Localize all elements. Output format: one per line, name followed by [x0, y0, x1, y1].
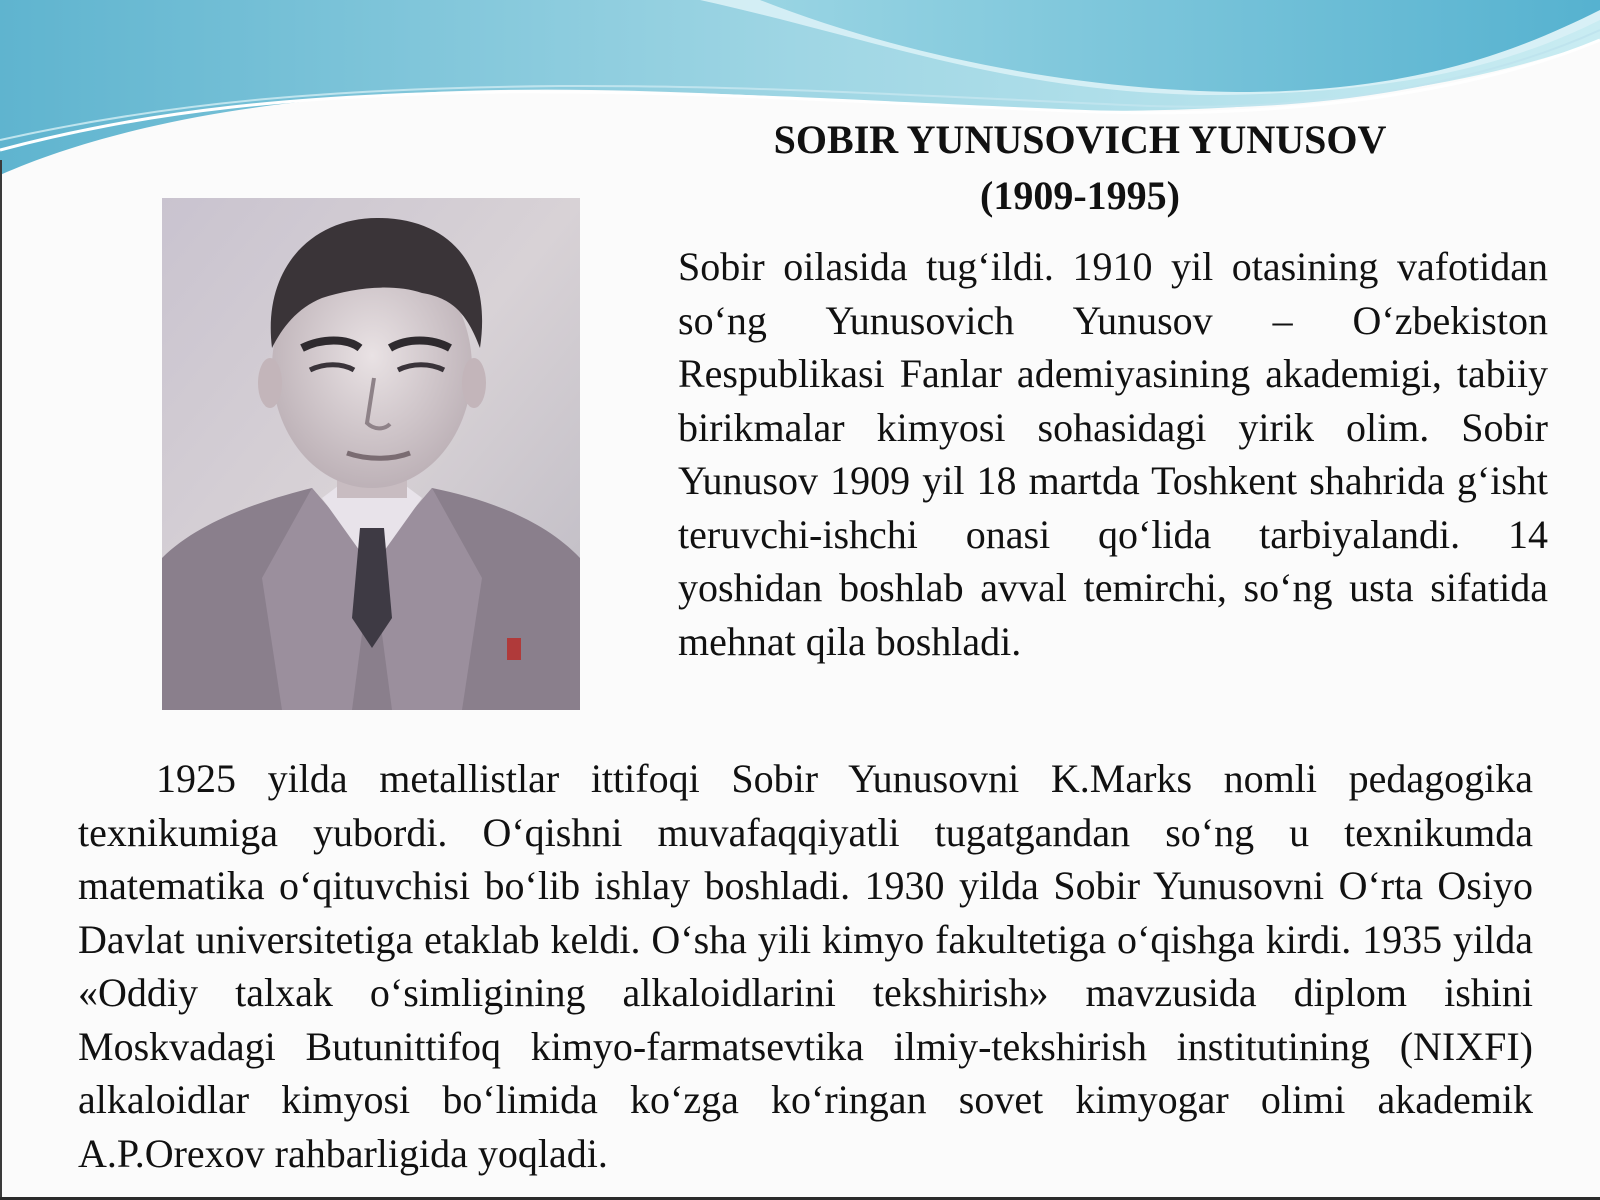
page-title: SOBIR YUNUSOVICH YUNUSOV [773, 117, 1387, 162]
biography-paragraph: 1925 yilda metallistlar ittifoqi Sobir Yunusovni K.Marks nomli pedagogika texnikumiga yubordi. O‘qishni muvafaqqiyatli tugatgandan so‘ng u texnikumda matematika o‘qituvchisi bo‘lib ishlay boshladi. 1930 yilda Sobir Yunusovni O‘rta Osiyo Davlat universitetiga etaklab keldi. O‘sha yili kimyo fakultetiga o‘qishga kirdi. 1935 yilda «Oddiy talxak o‘simligining alkaloidlarini tekshirish» mavzusida diplom ishini Moskvadagi Butunittifoq kimyo-farmatsevtika ilmiy-tekshirish institutining (NIXFI) alkaloidlar kimyosi bo‘limida ko‘zga ko‘ringan sovet kimyogar olimi akademik A.P.Orexov rahbarligida yoqladi. [78, 756, 1533, 1176]
life-years: (1909-1995) [980, 173, 1180, 218]
left-border-line [0, 160, 2, 1200]
title-block [660, 112, 1500, 224]
portrait-photo [162, 198, 580, 710]
intro-paragraph: Sobir oilasida tug‘ildi. 1910 yil otasining vafotidan so‘ng Yunusovich Yunusov – O‘zbekiston Respublikasi Fanlar ademiyasining akademigi, tabiiy birikmalar kimyosi sohasidagi yirik olim. Sobir Yunusov 1909 yil 18 martda Toshkent shahrida g‘isht teruvchi-ishchi onasi qo‘lida tarbiyalandi. 14 yoshidan boshlab avval temirchi, so‘ng usta sifatida mehnat qila boshladi. [678, 244, 1548, 664]
